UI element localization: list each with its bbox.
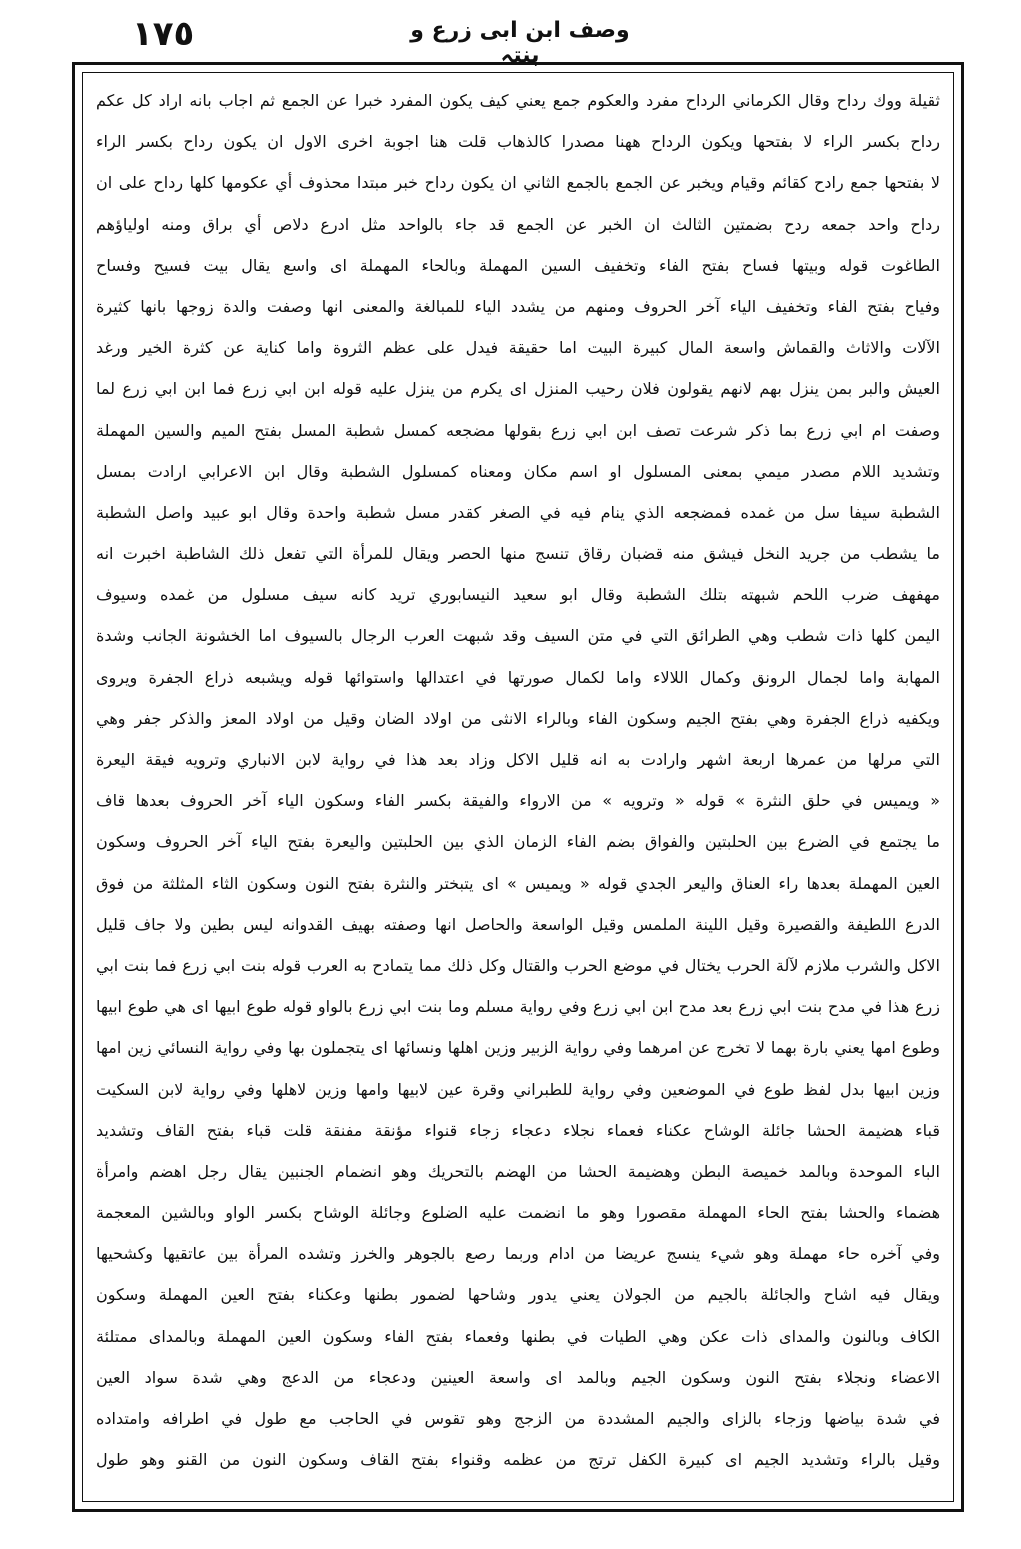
text-line: وطوع امها يعني بارة بهما لا تخرج عن امرهما وفي رواية الزبير وزين اهلها ونسائها اى يتجملون بها وفي رواية النسائي زين امها [96,1038,940,1058]
text-line: مهفهف ضرب اللحم شبهته بتلك الشطبة وقال ابو سعيد النيسابوري تريد كانه سيف مسلول من غمده وسيوف [96,585,940,605]
text-line: ما يشطب من جريد النخل فيشق منه قضبان رقاق تنسج منها الحصر ويقال للمرأة التي تفعل ذلك الشاطبة اخبرت انه [96,544,940,564]
text-line: وزين ابيها بدل لفظ طوع في الموضعين وفي رواية للطبراني وقرة عين لابيها وامها وزين لاهلها وفي رواية لابن السكيت [96,1079,940,1099]
text-line: العين المهملة بعدها راء العناق واليعر الجدي قوله « ويميس » اى يتبختر والنثرة بفتح النون وسكون الثاء المثلثة من فوق [96,873,940,893]
text-line: وقيل بالراء وتشديد الجيم اى كبيرة الكفل ترتج من عظمه وقنواء بفتح القاف وسكون النون من القنو وهو طول [96,1450,940,1470]
text-line: التي مرلها من عمرها اربعة اشهر وارادت به انه قليل الاكل وزاد بعد هذا في رواية لابن الانباري وترويه فيقة اليعرة [96,750,940,769]
text-line: لا بفتحها جمع رادح كقائم وقيام ويخبر عن الجمع بالجمع الثاني ان يكون رداح خبر مبتدا محذوف أي عكومها كلها رداح على ان [96,173,940,193]
text-line: وتشديد اللام مصدر ميمي بمعنى المسلول او اسم مكان ومعناه كمسلول الشطبة وقال ابن الاعرابي ارادت بمسل [96,461,940,481]
text-line: وفياح بفتح الفاء وتخفيف الياء آخر الحروف ومنهم من يشدد الياء للمبالغة والمعنى انها وصفت والدة زوجها بانها كثيرة [96,296,940,316]
page-number: ١٧٥ [132,14,195,54]
page-header [70,14,970,68]
text-line: قباء هضيمة الحشا جائلة الوشاح عكناء فعماء نجلاء دعجاء زجاء قنواء مؤنقة مفنقة قلت قباء بفتح القاف وتشديد [96,1120,940,1140]
main-text [96,80,940,1480]
text-line: المهابة واما لجمال الرونق وكمال اللالاء واما لكمال صورتها في اعتدالها واستوائها قوله ويشبعه ذراع الجفرة ويروى [96,667,940,687]
text-line: زرع هذا في مدح بنت ابي زرع بعد مدح ابن ابي زرع وفي رواية مسلم وما بنت ابي زرع بالواو قوله طوع ابيها اى هي طوع ابيها [96,997,940,1017]
text-line: الكاف وبالنون والمداى ذات عكن وهي الطيات في بطنها وفعماء بفتح الفاء وسكون العين المهملة وبالمداى ممتلئة [96,1326,940,1346]
text-line: اليمن كلها ذات شطب وهي الطرائق التي في متن السيف وقد شبهت العرب الرجال بالسيوف اما الخشونة الجانب وشدة [96,626,940,646]
text-line: الاعضاء ونجلاء بفتح النون وسكون الجيم وبالمد اى واسعة العينين ودعجاء من الدعج وهي شدة سواد العين [96,1367,940,1387]
text-line: ثقيلة ووك رداح وقال الكرماني الرداح مفرد والعكوم جمع يعني كيف يكون المفرد خبرا عن الجمع ثم اجاب بانه اراد كل عكم [96,91,940,110]
text-line: في شدة بياضها وزجاء بالزاى والجيم المشددة من الزجج وهو تقوس في الحاجب مع طول في اطرافه وامتداده [96,1409,940,1428]
text-line: الباء الموحدة وبالمد خميصة البطن وهضيمة الحشا من الهضم بالتحريك وهو انضمام الجنبين يقال رجل اهضم وامرأة [96,1161,940,1181]
text-line: وصفت ام ابي زرع بما ذكر شرعت تصف ابن ابي زرع بقولها مضجعه كمسل شطبة المسل بفتح الميم والسين المهملة [96,420,940,440]
text-line: رداح واحد جمعه ردح بضمتين الثالث ان الخبر عن الجمع قد جاء بالواحد مثل ادرع دلاص أي براق ومنه اولياؤهم [96,214,940,234]
text-line: العيش والبر بمن ينزل بهم لانهم يقولون فلان رحيب المنزل اى يكرم من ينزل عليه قوله ابن ابي زرع فما ابن ابي زرع لما [96,379,940,399]
running-title: وصف ابن ابی زرع و بنتہ [410,18,630,68]
text-line: رداح بكسر الراء لا بفتحها ويكون الرداح ههنا مصدرا كالذهاب قلت هنا اجوبة اخرى الاول ان يكون رداح بكسر الراء [96,132,940,152]
text-line: الدرع اللطيفة والقصيرة وقيل اللينة الملمس وقيل الواسعة والحاصل انها وصفته بهيف القدوانه ليس بطين ولا جاف قليل [96,914,940,934]
text-line: وفي آخره حاء مهملة وهو شيء ينسج عريضا من ادام وربما رصع بالجوهر والخرز وتشده المرأة بين عاتقيها وكشحيها [96,1244,940,1264]
text-line: الشطبة سيفا سل من غمده فمضجعه الذي ينام فيه في الصغر كقدر مسل شطبة واحدة وقال ابو عبيد واصل الشطبة [96,502,940,522]
text-line: الآلات والاثاث والقماش واسعة المال كبيرة البيت اما حقيقة فيدل على عظم الثروة واما كناية عن كثرة الخير ورغد [96,338,940,358]
text-line: الطاغوت قوله وبيتها فساح بفتح الفاء وتخفيف السين المهملة وبالحاء المهملة اى واسع يقال بيت فسيح وفساح [96,255,940,275]
text-line: ويقال فيه اشاح والجائلة بالجيم من الجولان يعني يدور وشاحها لضمور بطنها وعكناء بفتح العين المهملة وسكون [96,1285,940,1305]
text-line: الاكل والشرب ملازم لآلة الحرب يختال في موضع الحرب والقتال وكل ذلك مما يتمادح به العرب قوله بنت ابي زرع فما بنت ابي [96,955,940,975]
text-line: « ويميس في حلق النثرة » قوله « وترويه » من الارواء والفيقة بكسر الفاء وسكون الياء آخر الحروف بعدها قاف [96,791,940,811]
text-line: ما يجتمع في الضرع بين الحلبتين والفواق بضم الفاء الزمان الذي بين الحلبتين واليعرة بفتح الياء آخر الحروف وسكون [96,832,940,852]
text-line: هضماء والحشا بفتح الحاء المهملة مقصورا وهو ما انضمت عليه الضلوع وجائلة الوشاح بكسر الواو وبالشين المعجمة [96,1203,940,1223]
text-line: ويكفيه ذراع الجفرة وهي بفتح الجيم وسكون الفاء وبالراء الانثى من اولاد الضان وقيل من اولاد المعز والذكر جفر وهي [96,708,940,728]
